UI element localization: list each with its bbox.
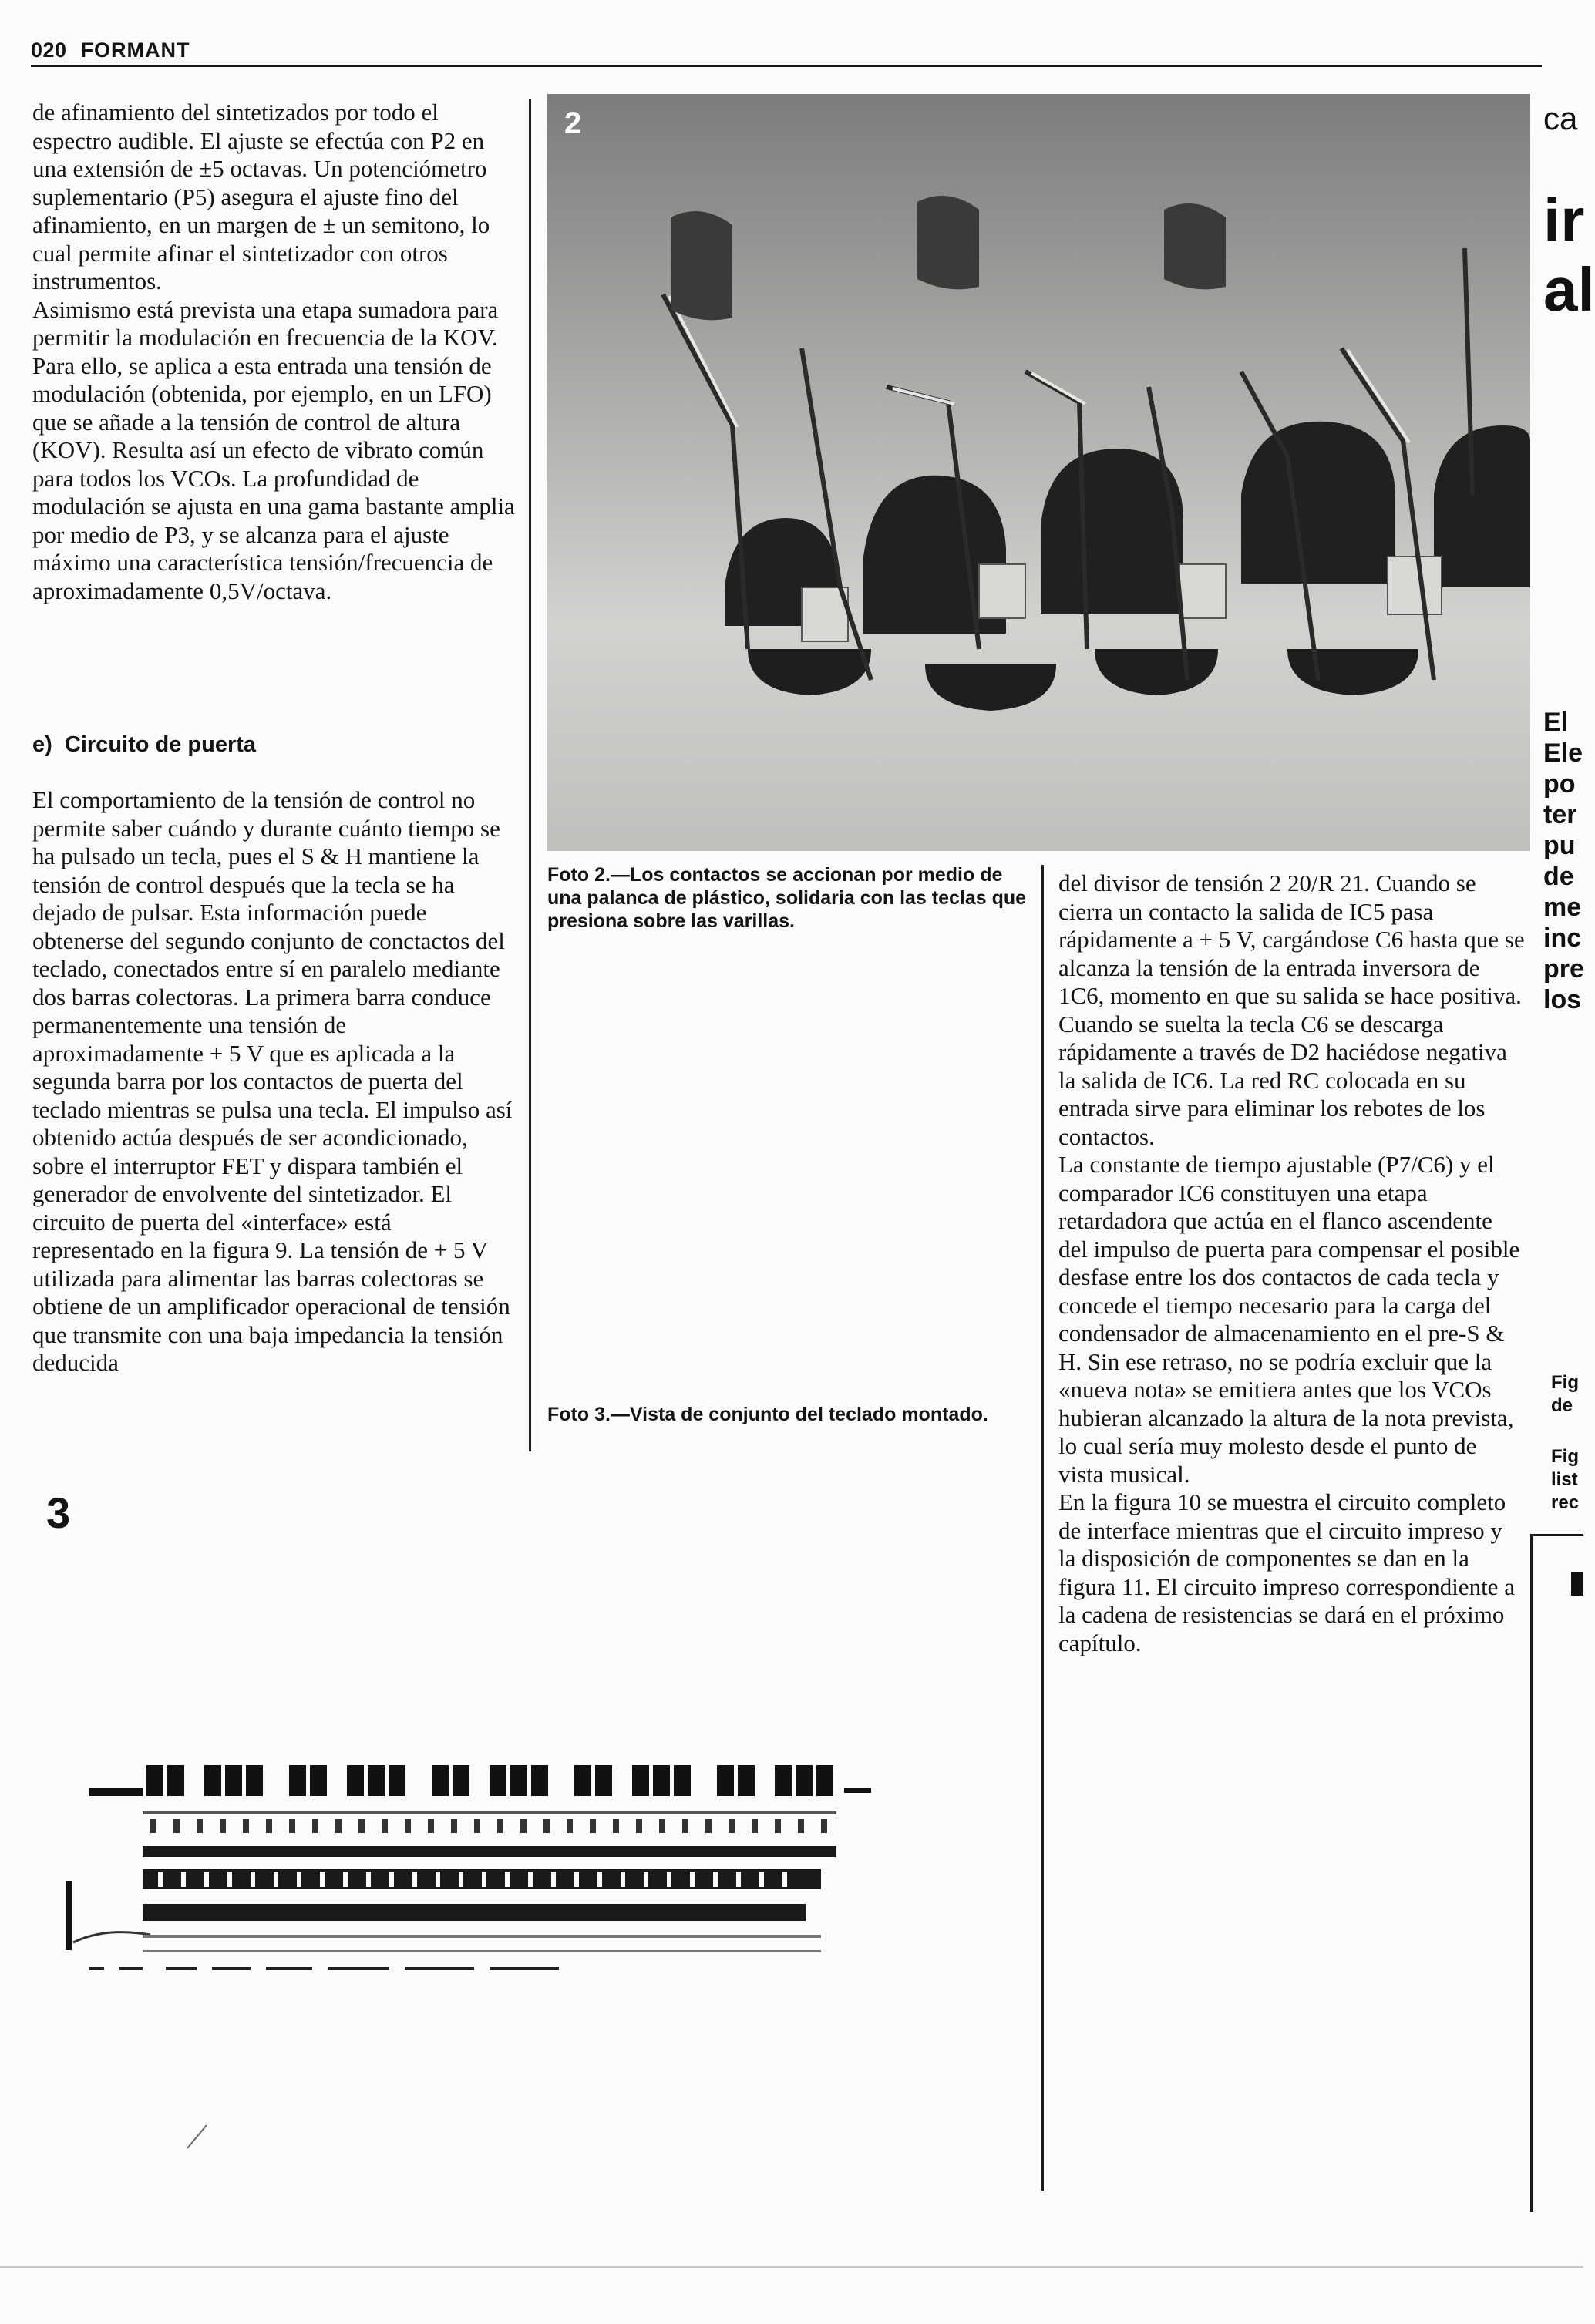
column-rule (1530, 1534, 1533, 2212)
edge-fragment: list (1551, 1469, 1578, 1490)
edge-fragment: inc (1543, 923, 1582, 953)
photo-3 (58, 1750, 952, 2004)
keyboard-contacts-image (547, 94, 1530, 851)
column-rule (529, 99, 531, 1451)
paragraph: En la figura 10 se muestra el circuito completo de interface mientras que el circuito impreso y la disposición de componentes se dan en la figura 11. El circuito impreso correspondiente a la cadena de resistencias se dará en el próximo capítulo. (1058, 1488, 1515, 1656)
column-rule (1041, 865, 1044, 2191)
section-title: FORMANT (80, 39, 190, 62)
edge-fragment: pu (1543, 831, 1576, 860)
column-1-bottom (32, 786, 518, 1377)
page-number: 020 (31, 39, 67, 62)
assembled-keyboard-image (58, 1750, 952, 2004)
next-page-edge (1542, 62, 1595, 2297)
column-1-top (32, 99, 518, 605)
paragraph: El comportamiento de la tensión de control no permite saber cuándo y durante cuánto tiempo se ha pulsado un tecla, pues el S & H mantiene la tensión de control después que la tecla se ha dejado de pulsar. Esta información puede obtenerse del segundo conjunto de conctactos del teclado, conectados entre sí en paralelo mediante dos barras colectoras. La primera barra conduce permanentemente una tensión de aproximadamente + 5 V que es aplicada a la segunda barra por los contactos de puerta del teclado mientras se pulsa una tecla. El impulso así obtenido actúa después de ser acondicionado, sobre el interruptor FET y dispara también el generador de envolvente del sintetizador. El circuito de puerta del «interface» está representado en la figura 9. La tensión de + 5 V utilizada para alimentar las barras colectoras se obtiene de un amplificador operacional de tensión que transmite con una baja impedancia la tensión deducida (32, 786, 513, 1376)
edge-fragment: El (1543, 708, 1569, 737)
column-3 (1058, 869, 1525, 1657)
section-heading: e) Circuito de puerta (32, 732, 257, 757)
photo-2 (547, 94, 1530, 851)
edge-fragment: Fig (1551, 1446, 1579, 1467)
edge-fragment: los (1543, 985, 1582, 1014)
edge-fragment: de (1551, 1395, 1573, 1416)
photo-3-caption: Foto 3.—Vista de conjunto del teclado montado. (547, 1404, 988, 1425)
stray-mark (183, 2121, 214, 2152)
edge-badge-mark (1571, 1572, 1583, 1596)
edge-fragment: Ele (1543, 738, 1583, 768)
paragraph: La constante de tiempo ajustable (P7/C6) y el comparador IC6 constituyen una etapa retardadora que actúa en el flanco ascendente del impulso de puerta para compensar el posible desfase entre los dos contactos de cada tecla y concede el tiempo necesario para la carga del condensador de almacenamiento en el pre-S & H. Sin ese retraso, no se podría excluir que la «nueva nota» se emitiera antes que los VCOs hubieran alcanzado la altura de la nota prevista, lo cual sería muy molesto desde el punto de vista musical. (1058, 1151, 1520, 1488)
figure-badge: 2 (564, 106, 582, 140)
edge-fragment: pre (1543, 954, 1584, 984)
edge-fragment: po (1543, 769, 1576, 799)
header-rule (31, 65, 1542, 67)
photo-2-caption: Foto 2.—Los contactos se accionan por medio de una palanca de plástico, solidaria con las teclas que presiona sobre las varillas. (547, 864, 1027, 932)
edge-fragment: ter (1543, 800, 1577, 829)
bottom-edge (0, 2266, 1583, 2268)
edge-fragment: de (1543, 862, 1574, 891)
edge-fragment: rec (1551, 1492, 1580, 1513)
edge-fragment: al (1543, 255, 1595, 324)
figure-badge: 3 (46, 1488, 71, 1537)
paragraph: del divisor de tensión 2 20/R 21. Cuando se cierra un contacto la salida de IC5 pasa rápidamente a + 5 V, cargándose C6 hasta que se alcanza la tensión de la entrada inversora de 1C6, momento en que su salida se hace positiva. Cuando se suelta la tecla C6 se descarga rápidamente a través de D2 haciédose negativa la salida de IC6. La red RC colocada en su entrada sirve para eliminar los rebotes de los contactos. (1058, 869, 1525, 1150)
paragraph: de afinamiento del sintetizados por todo el espectro audible. El ajuste se efectúa con P2 en una extensión de ±5 octavas. Un potenciómetro suplementario (P5) asegura el ajuste fino del afinamiento, en un margen de ± un semitono, lo cual permite afinar el sintetizador con otros instrumentos. (32, 99, 490, 294)
edge-fragment: Fig (1551, 1372, 1579, 1393)
edge-fragment: me (1543, 893, 1582, 922)
edge-fragment: ir (1543, 186, 1585, 254)
paragraph: Asimismo está prevista una etapa sumadora para permitir la modulación en frecuencia de la KOV. Para ello, se aplica a esta entrada una tensión de modulación (obtenida, por ejemplo, en un LFO) que se añade a la tensión de control de altura (KOV). Resulta así un efecto de vibrato común para todos los VCOs. La profundidad de modulación se ajusta en una gama bastante amplia por medio de P3, y se alcanza para el ajuste máximo una característica tensión/frecuencia de aproximadamente 0,5V/octava. (32, 295, 515, 604)
edge-fragment: ca (1543, 100, 1578, 136)
